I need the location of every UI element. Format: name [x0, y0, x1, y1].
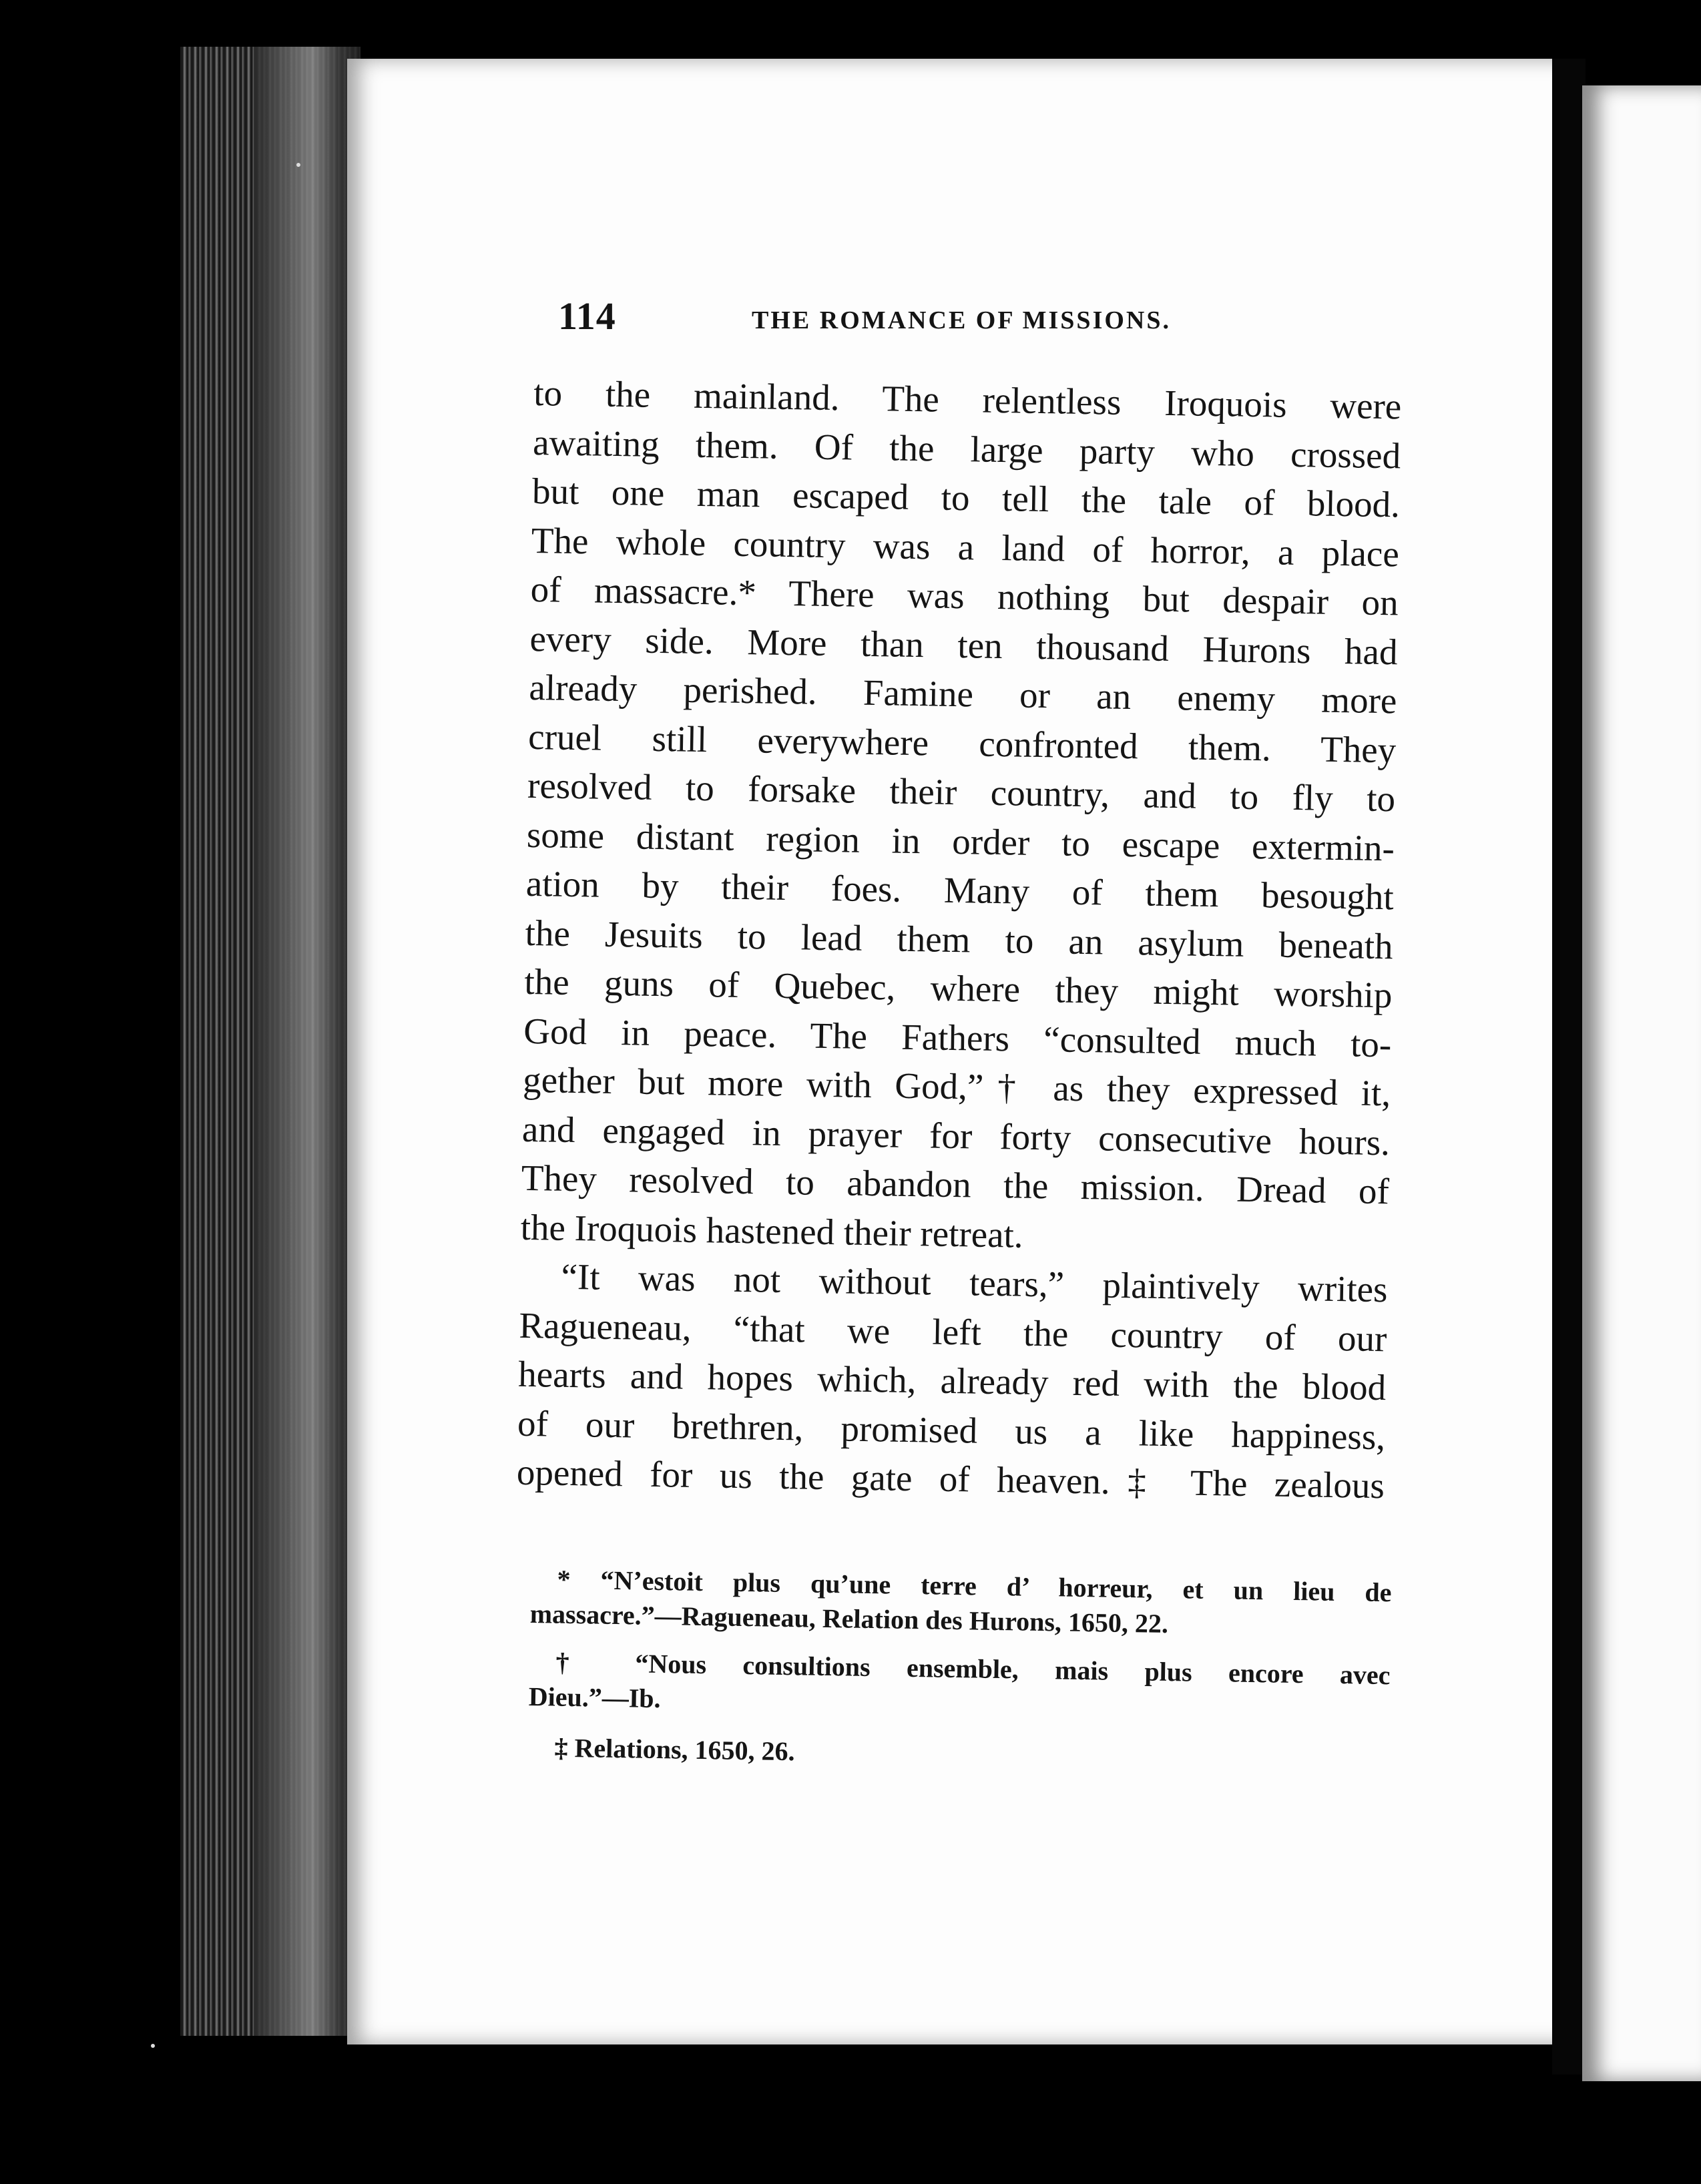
running-title: THE ROMANCE OF MISSIONS. — [752, 306, 1171, 334]
body-line: the guns of Quebec, where they might worship — [524, 961, 1393, 1016]
book-page-edges-shading — [254, 47, 360, 2036]
body-line: some distant region in order to escape extermin- — [526, 814, 1395, 868]
footnote-line: Dieu.”—Ib. — [528, 1681, 661, 1714]
footnote-line: massacre.”—Ragueneau, Relation des Hurons, 1650, 22. — [529, 1598, 1169, 1639]
body-line: awaiting them. Of the large party who crossed — [532, 421, 1401, 476]
footnote-line: * “N’estoit plus qu’une terre d’ horreur, et un lieu de — [557, 1564, 1392, 1608]
body-line: and engaged in prayer for forty consecutive hours. — [521, 1108, 1391, 1163]
body-line: opened for us the gate of heaven.‡ The zealous — [516, 1451, 1385, 1507]
body-line: to the mainland. The relentless Iroquois were — [533, 372, 1402, 427]
body-line: gether but more with God,”† as they expressed it, — [522, 1059, 1391, 1114]
body-line: the Jesuits to lead them to an asylum beneath — [525, 912, 1394, 967]
body-line: every side. More than ten thousand Hurons had — [529, 617, 1398, 672]
body-line: ation by their foes. Many of them besought — [525, 862, 1395, 918]
body-line: of our brethren, promised us a like happiness, — [517, 1402, 1386, 1457]
scan-speck — [151, 2044, 155, 2048]
footnotes — [527, 1562, 1392, 1778]
body-line: the Iroquois hastened their retreat. — [520, 1206, 1024, 1256]
body-line: The whole country was a land of horror, a place — [531, 519, 1400, 574]
body-line: “It was not without tears,” plaintively writes — [561, 1256, 1388, 1310]
scan-speck — [296, 163, 300, 167]
body-text — [516, 368, 1401, 1511]
body-line: but one man escaped to tell the tale of blood. — [531, 470, 1401, 525]
body-line: Ragueneau, “that we left the country of our — [519, 1304, 1387, 1359]
book-gutter — [1552, 59, 1586, 2075]
footnote-line: † “Nous consultions ensemble, mais plus encore avec — [555, 1647, 1391, 1691]
body-line: resolved to forsake their country, and to fly to — [527, 764, 1396, 820]
page-number: 114 — [558, 294, 616, 338]
next-page-edge — [1582, 85, 1701, 2081]
body-line: They resolved to abandon the mission. Dread of — [521, 1157, 1390, 1212]
page-header — [558, 294, 1239, 347]
footnote-line: ‡ Relations, 1650, 26. — [554, 1732, 795, 1767]
body-line: of massacre.* There was nothing but despair on — [530, 568, 1399, 623]
body-line: already perished. Famine or an enemy more — [529, 666, 1397, 722]
body-line: hearts and hopes which, already red with the blood — [517, 1353, 1387, 1408]
body-line: cruel still everywhere confronted them. They — [527, 716, 1397, 770]
body-line: God in peace. The Fathers “consulted much to- — [523, 1010, 1392, 1065]
